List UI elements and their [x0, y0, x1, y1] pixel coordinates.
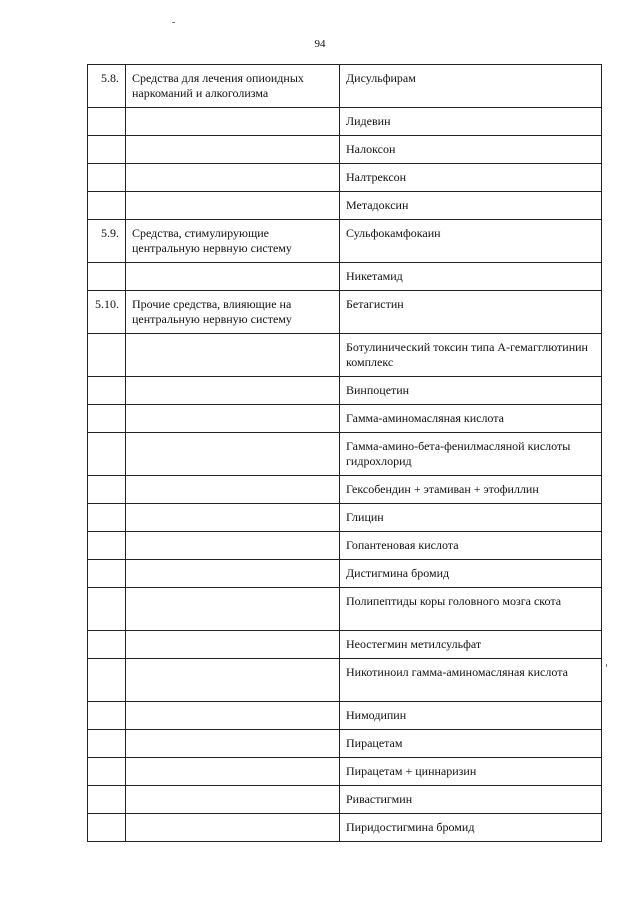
- group-name: [126, 136, 340, 164]
- table-row: [88, 291, 602, 334]
- drug-table: [87, 64, 602, 842]
- section-number: [88, 476, 126, 504]
- drug-name: Нимодипин: [340, 702, 602, 730]
- group-name: [126, 588, 340, 631]
- section-number: 5.9.: [88, 220, 126, 263]
- group-name: [126, 730, 340, 758]
- drug-name: Сульфокамфокаин: [340, 220, 602, 263]
- drug-name: Винпоцетин: [340, 377, 602, 405]
- table-row: [88, 108, 602, 136]
- group-name: [126, 405, 340, 433]
- table-row: [88, 405, 602, 433]
- drug-name: Неостегмин метилсульфат: [340, 631, 602, 659]
- group-name: [126, 532, 340, 560]
- group-name: [126, 702, 340, 730]
- table-row: [88, 631, 602, 659]
- group-name: Средства для лечения опиоидных наркоманий и алкоголизма: [126, 65, 340, 108]
- table-row: [88, 334, 602, 377]
- table-row: [88, 220, 602, 263]
- section-number: [88, 532, 126, 560]
- section-number: [88, 758, 126, 786]
- table-row: [88, 433, 602, 476]
- page-number: 94: [314, 38, 326, 50]
- drug-name: Ривастигмин: [340, 786, 602, 814]
- group-name: [126, 476, 340, 504]
- table-row: [88, 532, 602, 560]
- table-row: [88, 758, 602, 786]
- table-row: [88, 560, 602, 588]
- drug-name: Лидевин: [340, 108, 602, 136]
- section-number: [88, 631, 126, 659]
- section-number: [88, 263, 126, 291]
- group-name: [126, 631, 340, 659]
- group-name: [126, 334, 340, 377]
- drug-name: Глицин: [340, 504, 602, 532]
- table-row: [88, 377, 602, 405]
- section-number: [88, 504, 126, 532]
- drug-name: Гопантеновая кислота: [340, 532, 602, 560]
- group-name: [126, 192, 340, 220]
- group-name: [126, 786, 340, 814]
- section-number: [88, 730, 126, 758]
- group-name: [126, 560, 340, 588]
- drug-name: Пирацетам + циннаризин: [340, 758, 602, 786]
- section-number: [88, 659, 126, 702]
- drug-name: Полипептиды коры головного мозга скота: [340, 588, 602, 631]
- group-name: [126, 659, 340, 702]
- scan-speck: [172, 22, 175, 23]
- section-number: 5.10.: [88, 291, 126, 334]
- table-row: [88, 588, 602, 631]
- section-number: [88, 192, 126, 220]
- section-number: [88, 108, 126, 136]
- group-name: [126, 164, 340, 192]
- drug-name: Никотиноил гамма-аминомасляная кислота: [340, 659, 602, 702]
- table-row: [88, 192, 602, 220]
- drug-name: Налтрексон: [340, 164, 602, 192]
- group-name: [126, 377, 340, 405]
- drug-name: Налоксон: [340, 136, 602, 164]
- section-number: [88, 136, 126, 164]
- group-name: Прочие средства, влияющие на центральную нервную систему: [126, 291, 340, 334]
- section-number: [88, 164, 126, 192]
- drug-name: Ботулинический токсин типа А-гемагглютинин комплекс: [340, 334, 602, 377]
- table-row: [88, 504, 602, 532]
- drug-name: Метадоксин: [340, 192, 602, 220]
- drug-name: Пирацетам: [340, 730, 602, 758]
- drug-name: Дисульфирам: [340, 65, 602, 108]
- table-row: [88, 730, 602, 758]
- table-row: [88, 65, 602, 108]
- table-row: [88, 702, 602, 730]
- table-row: [88, 263, 602, 291]
- section-number: [88, 814, 126, 842]
- group-name: Средства, стимулирующие центральную нервную систему: [126, 220, 340, 263]
- section-number: [88, 405, 126, 433]
- group-name: [126, 758, 340, 786]
- drug-name: Гамма-амино-бета-фенилмасляной кислоты гидрохлорид: [340, 433, 602, 476]
- table-row: [88, 659, 602, 702]
- table-row: [88, 164, 602, 192]
- section-number: [88, 588, 126, 631]
- drug-name: Гексобендин + этамиван + этофиллин: [340, 476, 602, 504]
- group-name: [126, 433, 340, 476]
- group-name: [126, 504, 340, 532]
- section-number: [88, 377, 126, 405]
- drug-name: Никетамид: [340, 263, 602, 291]
- table-row: [88, 476, 602, 504]
- table-row: [88, 814, 602, 842]
- drug-name: Пиридостигмина бромид: [340, 814, 602, 842]
- drug-name: Гамма-аминомасляная кислота: [340, 405, 602, 433]
- group-name: [126, 108, 340, 136]
- section-number: [88, 334, 126, 377]
- table-row: [88, 786, 602, 814]
- section-number: 5.8.: [88, 65, 126, 108]
- section-number: [88, 433, 126, 476]
- drug-name: Бетагистин: [340, 291, 602, 334]
- section-number: [88, 786, 126, 814]
- section-number: [88, 702, 126, 730]
- scan-speck: [606, 664, 607, 667]
- group-name: [126, 814, 340, 842]
- table-row: [88, 136, 602, 164]
- group-name: [126, 263, 340, 291]
- drug-name: Дистигмина бромид: [340, 560, 602, 588]
- section-number: [88, 560, 126, 588]
